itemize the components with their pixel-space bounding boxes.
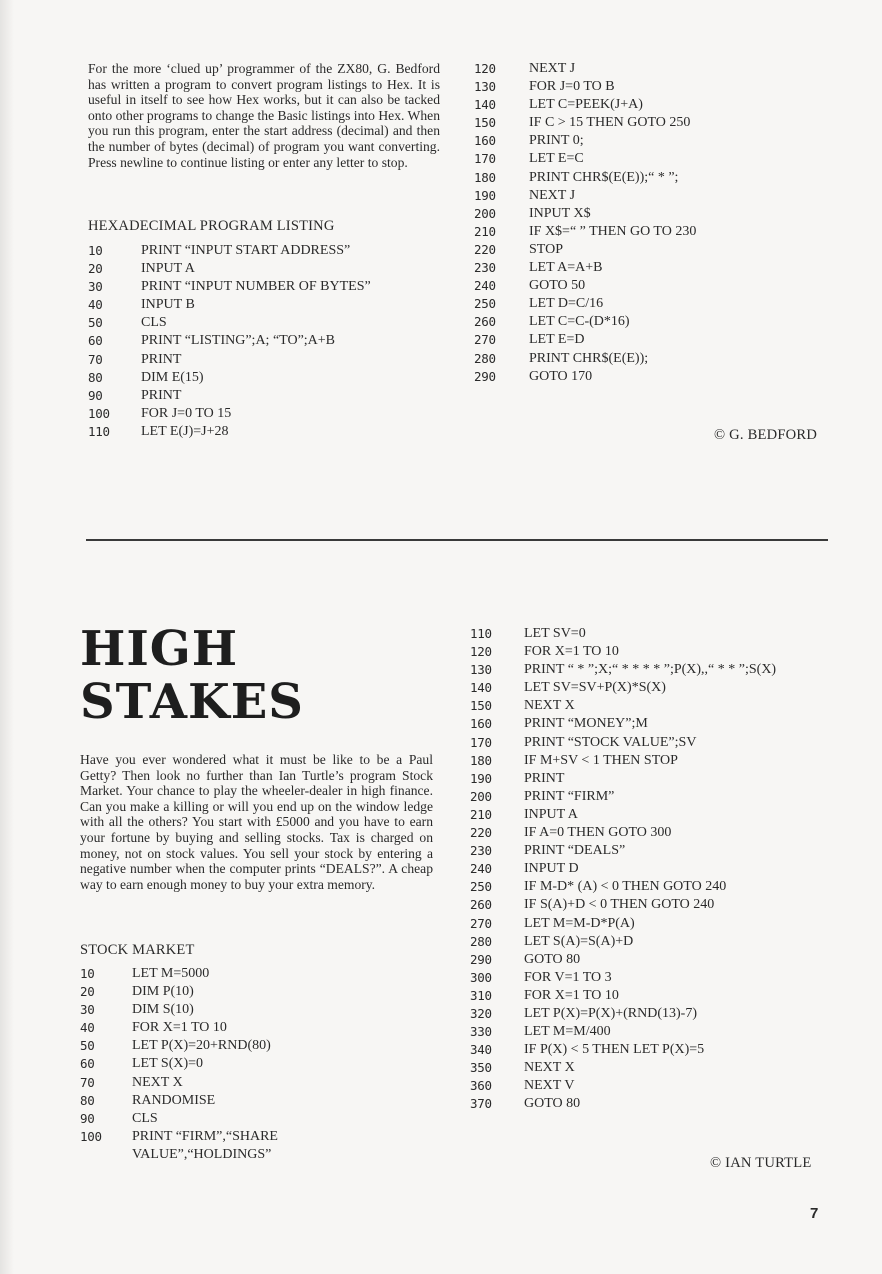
statement: PRINT “DEALS”: [524, 843, 626, 859]
statement: CLS: [132, 1110, 158, 1126]
statement: LET M=M/400: [524, 1024, 611, 1040]
line-number: 120: [474, 61, 496, 76]
code-line: [470, 771, 850, 789]
statement: PRINT CHR$(E(E));: [529, 350, 649, 366]
line-number: 280: [474, 350, 496, 366]
code-line: [470, 626, 850, 644]
code-line: [470, 735, 850, 753]
statement: PRINT “MONEY”;M: [524, 716, 648, 732]
article1-intro: For the more ‘clued up’ programmer of the ZX80, G. Bedford has written a program to convert program listings to Hex. It is useful in itself to see how Hex works, but it can also be tacked onto other programs to change the Basic listings into Hex. When you run this program, enter the start address (decimal) and then the number of bytes (decimal) of program you want converting. Press newline to continue listing or enter any letter to stop.: [88, 61, 440, 170]
line-number: 240: [474, 278, 496, 294]
statement: NEXT J: [529, 61, 576, 76]
line-number: 180: [470, 752, 492, 768]
statement: GOTO 80: [524, 951, 581, 967]
article2-listing-title: STOCK MARKET: [80, 942, 195, 958]
line-number: 20: [88, 261, 103, 277]
statement: DIM S(10): [132, 1002, 194, 1018]
section-divider: [86, 539, 828, 541]
article1-credit: © G. BEDFORD: [714, 427, 818, 443]
code-line: [88, 388, 448, 406]
statement: GOTO 50: [529, 278, 586, 294]
code-line: [88, 333, 448, 351]
statement: FOR X=1 TO 10: [132, 1020, 227, 1036]
code-line: [470, 644, 850, 662]
code-line: [474, 314, 834, 332]
code-line: [80, 1056, 440, 1074]
line-number: 180: [474, 169, 496, 185]
code-line: [88, 261, 448, 279]
line-number: 90: [88, 387, 103, 403]
code-line: [88, 352, 448, 370]
line-number: 230: [474, 260, 496, 276]
code-line: [470, 753, 850, 771]
page-edge-shadow: [0, 0, 14, 1274]
line-number: 330: [470, 1024, 492, 1040]
line-number: 140: [470, 680, 492, 696]
line-number: 10: [88, 243, 103, 258]
statement: PRINT “ * ”;X;“ * * * * ”;P(X),,“ * * ”;S(X): [524, 662, 777, 678]
article2-credit: © IAN TURTLE: [710, 1155, 812, 1171]
statement: IF M+SV < 1 THEN STOP: [524, 752, 678, 768]
statement: LET M=M-D*P(A): [524, 915, 635, 931]
code-line: [88, 297, 448, 315]
article2-listing-col2: [470, 626, 850, 1115]
code-line: [88, 279, 448, 297]
line-number: 350: [470, 1060, 492, 1076]
statement: LET E=C: [529, 151, 584, 167]
line-number: 80: [80, 1092, 95, 1108]
statement: DIM E(15): [141, 369, 204, 385]
code-line: [470, 988, 850, 1006]
statement: IF S(A)+D < 0 THEN GOTO 240: [524, 897, 715, 913]
statement: NEXT X: [132, 1074, 183, 1090]
line-number: 100: [80, 1128, 102, 1144]
code-line: [474, 79, 834, 97]
line-number: 20: [80, 984, 95, 1000]
statement: GOTO 170: [529, 368, 593, 384]
line-number: 340: [470, 1042, 492, 1058]
line-number: 40: [88, 297, 103, 313]
line-number: 260: [470, 897, 492, 913]
code-line: [470, 970, 850, 988]
line-number: 140: [474, 97, 496, 113]
statement: LET D=C/16: [529, 296, 604, 312]
line-number: 10: [80, 966, 95, 981]
line-number: 30: [80, 1002, 95, 1018]
statement: LET P(X)=20+RND(80): [132, 1038, 271, 1054]
code-line: [470, 1078, 850, 1096]
code-line: [470, 916, 850, 934]
code-line: [88, 315, 448, 333]
code-line: [474, 61, 834, 79]
code-line: [474, 97, 834, 115]
line-number: 80: [88, 369, 103, 385]
code-line: [470, 716, 850, 734]
statement: PRINT: [141, 351, 182, 367]
line-number: 190: [474, 187, 496, 203]
line-number: 120: [470, 644, 492, 660]
line-number: 30: [88, 279, 103, 295]
code-line: [470, 1006, 850, 1024]
line-number: 220: [470, 825, 492, 841]
statement: PRINT “FIRM”,“SHARE: [132, 1128, 278, 1144]
code-line: [470, 680, 850, 698]
statement: LET M=5000: [132, 966, 210, 981]
line-number: 60: [88, 333, 103, 349]
statement: IF P(X) < 5 THEN LET P(X)=5: [524, 1042, 705, 1058]
line-number: 170: [470, 734, 492, 750]
code-line: [474, 206, 834, 224]
statement: PRINT: [524, 770, 565, 786]
code-line: [88, 424, 448, 442]
code-line: [470, 1096, 850, 1114]
code-line: [88, 243, 448, 261]
code-line: [470, 1060, 850, 1078]
statement: INPUT A: [141, 261, 195, 277]
line-number: 220: [474, 241, 496, 257]
code-line: [470, 789, 850, 807]
code-line: [474, 332, 834, 350]
code-line: [470, 1042, 850, 1060]
line-number: 370: [470, 1096, 492, 1112]
statement: LET SV=0: [524, 626, 586, 641]
code-line: [80, 1111, 440, 1129]
statement: PRINT “STOCK VALUE”;SV: [524, 734, 697, 750]
line-number: 50: [88, 315, 103, 331]
statement: INPUT D: [524, 861, 579, 877]
code-line: [80, 1002, 440, 1020]
statement: PRINT “FIRM”: [524, 788, 615, 804]
line-number: 280: [470, 933, 492, 949]
line-number: 260: [474, 314, 496, 330]
code-line: [474, 260, 834, 278]
code-line: [474, 369, 834, 387]
statement: LET C=PEEK(J+A): [529, 97, 643, 113]
code-line: [470, 934, 850, 952]
line-number: 270: [470, 915, 492, 931]
statement: FOR V=1 TO 3: [524, 969, 612, 985]
statement: INPUT B: [141, 297, 195, 313]
statement: INPUT X$: [529, 205, 591, 221]
line-number: 110: [470, 626, 492, 641]
statement: LET E=D: [529, 332, 585, 348]
code-line: [470, 843, 850, 861]
code-line: [80, 1020, 440, 1038]
code-line: [474, 242, 834, 260]
article1-listing-col1: [88, 243, 448, 442]
code-line: [474, 224, 834, 242]
line-number: 160: [470, 716, 492, 732]
code-line: [88, 406, 448, 424]
code-line: [474, 351, 834, 369]
line-number: 200: [474, 205, 496, 221]
statement: FOR X=1 TO 10: [524, 987, 619, 1003]
code-line: [474, 115, 834, 133]
code-line: [88, 370, 448, 388]
line-number: 210: [470, 806, 492, 822]
statement: IF C > 15 THEN GOTO 250: [529, 115, 691, 131]
line-number: 210: [474, 223, 496, 239]
statement: NEXT V: [524, 1078, 575, 1094]
line-number: 250: [470, 879, 492, 895]
line-number: 360: [470, 1078, 492, 1094]
code-line: [470, 825, 850, 843]
statement: LET S(X)=0: [132, 1056, 204, 1072]
code-line: [80, 1093, 440, 1111]
statement: FOR J=0 TO B: [529, 79, 615, 95]
line-number: 130: [474, 79, 496, 95]
line-number: 320: [470, 1005, 492, 1021]
statement: FOR X=1 TO 10: [524, 644, 619, 660]
line-number: 200: [470, 788, 492, 804]
article2-intro: Have you ever wondered what it must be like to be a Paul Getty? Then look no further than Ian Turtle’s program Stock Market. Your chance to play the wheeler-dealer in high finance. Can you make a killing or will you end up on the window ledge with all the others? You start with £5000 and you have to earn your fortune by buying and selling stocks. Tax is charged on money, not on stock values. You sell your stock by entering a negative number when the computer prints “DEALS?”. A cheap way to earn enough money to buy your extra memory.: [80, 752, 433, 892]
line-number: 170: [474, 151, 496, 167]
code-line: [470, 879, 850, 897]
page-number: 7: [810, 1205, 819, 1222]
code-line: [474, 278, 834, 296]
line-number: 230: [470, 843, 492, 859]
code-line: [470, 897, 850, 915]
line-number: 40: [80, 1020, 95, 1036]
statement: VALUE”,“HOLDINGS”: [132, 1146, 272, 1162]
code-line: [474, 133, 834, 151]
line-number: 110: [88, 423, 110, 439]
article1-listing-col2: [474, 61, 834, 387]
line-number: 50: [80, 1038, 95, 1054]
line-number: 310: [470, 987, 492, 1003]
code-line: [470, 807, 850, 825]
code-line: [80, 1075, 440, 1093]
statement: PRINT “LISTING”;A; “TO”;A+B: [141, 333, 336, 349]
code-line: [80, 1129, 440, 1147]
code-line: [474, 151, 834, 169]
line-number: 100: [88, 405, 110, 421]
code-line: [474, 188, 834, 206]
statement: CLS: [141, 315, 167, 331]
statement: NEXT J: [529, 187, 576, 203]
line-number: 130: [470, 662, 492, 678]
statement: LET P(X)=P(X)+(RND(13)-7): [524, 1005, 698, 1021]
article2-title-line2: STAKES: [80, 674, 304, 730]
code-line: [470, 861, 850, 879]
statement: IF X$=“ ” THEN GO TO 230: [529, 223, 697, 239]
statement: IF M-D* (A) < 0 THEN GOTO 240: [524, 879, 727, 895]
line-number: 150: [474, 115, 496, 131]
statement: LET E(J)=J+28: [141, 423, 229, 439]
code-line: [80, 984, 440, 1002]
line-number: 150: [470, 698, 492, 714]
line-number: 270: [474, 332, 496, 348]
statement: GOTO 80: [524, 1096, 581, 1112]
statement: INPUT A: [524, 806, 578, 822]
code-line: [470, 698, 850, 716]
statement: PRINT CHR$(E(E));“ * ”;: [529, 169, 679, 185]
line-number: 290: [474, 368, 496, 384]
statement: LET A=A+B: [529, 260, 603, 276]
article2-listing-col1: [80, 966, 440, 1165]
statement: STOP: [529, 241, 563, 257]
line-number: 290: [470, 951, 492, 967]
statement: RANDOMISE: [132, 1092, 216, 1108]
statement: PRINT 0;: [529, 133, 584, 149]
statement: DIM P(10): [132, 984, 194, 1000]
statement: LET SV=SV+P(X)*S(X): [524, 680, 666, 696]
code-line: [470, 952, 850, 970]
code-line: [470, 662, 850, 680]
code-line: [80, 1038, 440, 1056]
line-number: 70: [80, 1074, 95, 1090]
line-number: 60: [80, 1056, 95, 1072]
statement: LET C=C-(D*16): [529, 314, 630, 330]
line-number: 70: [88, 351, 103, 367]
line-number: 300: [470, 969, 492, 985]
statement: PRINT “INPUT NUMBER OF BYTES”: [141, 279, 371, 295]
statement: FOR J=0 TO 15: [141, 405, 232, 421]
statement: NEXT X: [524, 1060, 575, 1076]
statement: NEXT X: [524, 698, 575, 714]
code-line: [474, 296, 834, 314]
article2-title-line1: HIGH: [80, 621, 239, 677]
code-line: [80, 966, 440, 984]
statement: LET S(A)=S(A)+D: [524, 933, 634, 949]
line-number: 240: [470, 861, 492, 877]
line-number: 250: [474, 296, 496, 312]
statement: PRINT: [141, 387, 182, 403]
line-number: 160: [474, 133, 496, 149]
statement: PRINT “INPUT START ADDRESS”: [141, 243, 351, 258]
statement: IF A=0 THEN GOTO 300: [524, 825, 672, 841]
line-number: 190: [470, 770, 492, 786]
code-line: [80, 1147, 440, 1165]
code-line: [470, 1024, 850, 1042]
line-number: 90: [80, 1110, 95, 1126]
code-line: [474, 170, 834, 188]
article1-listing-title: HEXADECIMAL PROGRAM LISTING: [88, 218, 335, 234]
